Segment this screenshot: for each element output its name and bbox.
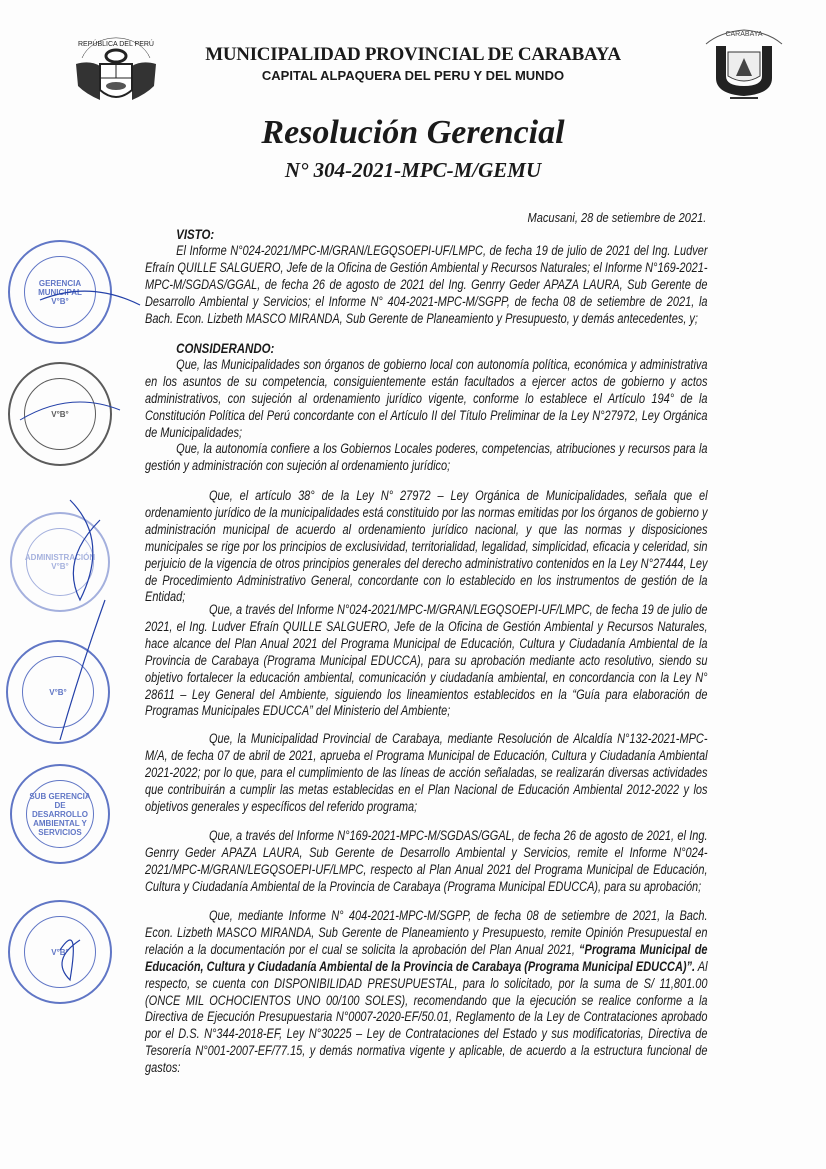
- desarrollo-ambiental-stamp: SUB GERENCIA DE DESARROLLO AMBIENTAL Y SERVICIOS: [10, 764, 110, 864]
- gerencia-municipal-stamp: GERENCIA MUNICIPAL V°B°: [8, 240, 112, 344]
- subgerencia-stamp: V°B°: [6, 640, 110, 744]
- svg-text:REPÚBLICA DEL PERÚ: REPÚBLICA DEL PERÚ: [78, 41, 154, 48]
- document-title: Resolución Gerencial: [261, 114, 565, 151]
- paragraph: Que, mediante Informe N° 404-2021-MPC-M/SGPP, de fecha 08 de setiembre de 2021, la Bach. Econ. Lizbeth MASCO MIRANDA, Sub Gerente de Planeamiento y Presupuesto, remite Opinión Presupuestal en relación a la documentación por el cual se solicita la aprobación del Plan Anual 2021, “Programa Municipal de Educación, Cultura y Ciudadanía Ambiental de la Provincia de Carabaya (Programa Municipal EDUCCA)”. Al respecto, se cuenta con DISPONIBILIDAD PRESUPUESTAL, para lo solicitado, por la suma de S/ 11,801.00 (ONCE MIL OCHOCIENTOS UNO 00/100 SOLES), recomendando que la ejecución se realice conforme a la Directiva de Ejecución Presupuestaria N°0007-2020-EF/50.01, Reglamento de la Ley de Contrataciones aprobado por el D.S. N°344-2018-EF, Ley N°30225 – Ley de Contrataciones del Estado y sus modificatorias, Directiva de Tesorería N°001-2007-EF/77.15, y demás normativa vigente y aplicable, de acuerdo a la estructura funcional de gastos:: [145, 908, 708, 1076]
- visto-text: El Informe N°024-2021/MPC-M/GRAN/LEGQSOEPI-UF/LMPC, de fecha 19 de julio de 2021 del Ing. Ludver Efraín QUILLE SALGUERO, Jefe de la Oficina de Gestión Ambiental y Recursos Naturales; el Informe N°169-2021-MPC-M/SGDAS/GGAL, de fecha 26 de agosto de 2021 del Ing. Genrry Geder APAZA LAURA, Sub Gerente de Desarrollo Ambiental y Servicios; el Informe N° 404-2021-MPC-M/SGPP, de fecha 08 de setiembre de 2021, la Bach. Econ. Lizbeth MASCO MIRANDA, Sub Gerente de Planeamiento y Presupuesto, y demás antecedentes, y;: [145, 242, 708, 326]
- paragraph: Que, a través del Informe N°169-2021-MPC-M/SGDAS/GGAL, de fecha 26 de agosto de 2021, el Ing. Genrry Geder APAZA LAURA, Sub Gerente de Desarrollo Ambiental y Servicios, remite el Informe N°024-2021/MPC-M/GRAN/LEGQSOEPI-UF/LMPC, respecto al Plan Anual 2021 del Programa Municipal de Educación, Cultura y Ciudadanía Ambiental de la Provincia de Carabaya (Programa Municipal EDUCCA), para su aprobación;: [145, 828, 708, 894]
- resolution-number: N° 304-2021-MPC-M/GEMU: [284, 158, 542, 182]
- considerando-heading: CONSIDERANDO:: [176, 340, 275, 356]
- institution-motto: CAPITAL ALPAQUERA DEL PERU Y DEL MUNDO: [261, 68, 565, 83]
- paragraph: Que, las Municipalidades son órganos de gobierno local con autonomía política, económica y administrativa en los asuntos de su competencia, consiguientemente están facultados a ejercer actos de gobierno y actos administrativos, con sujeción al ordenamiento jurídico vigente, conforme lo establece el Artículo 194° de la Constitución Política del Perú concordante con el Artículo II del Título Preliminar de la Ley N°27972, Ley Orgánica de Municipalidades;: [145, 356, 708, 440]
- paragraph: Que, el artículo 38° de la Ley N° 27972 – Ley Orgánica de Municipalidades, señala que el ordenamiento jurídico de la municipalidades está constituido por las normas emitidas por los órganos de gobierno y administración municipal de acuerdo al ordenamiento jurídico nacional, y que las normas y disposiciones municipales se rige por los principios de exclusividad, territorialidad, legalidad, simplicidad, eficacia y celeridad, sin perjuicio de la vigencia de otros principios generales del derecho administrativo contenidos en la Ley N°27444, Ley de Procedimiento Administrativo General, concordante con lo establecido en los instrumentos de gestión de la Entidad;: [145, 488, 708, 605]
- svg-text:CARABAYA: CARABAYA: [725, 31, 763, 38]
- considerando-section: [145, 340, 708, 475]
- program-name-bold: “Programa Municipal de Educación, Cultura y Ciudadanía Ambiental de la Provincia de Carabaya (Programa Municipal EDUCCA)”.: [145, 941, 708, 974]
- asesoria-legal-stamp: V°B°: [8, 362, 112, 466]
- paragraph: Que, a través del Informe N°024-2021/MPC-M/GRAN/LEGQSOEPI-UF/LMPC, de fecha 19 de julio de 2021, el Ing. Ludver Efraín QUILLE SALGUERO, Jefe de la Oficina de Gestión Ambiental y Recursos Naturales, hace alcance del Plan Anual 2021 del Programa Municipal de Educación, Cultura y Ciudadanía Ambiental de la Provincia de Carabaya (Programa Municipal EDUCCA), para su aprobación mediante acto resolutivo, siendo su objetivo fortalecer la educación ambiental, comunicación y ciudadanía ambiental, en concordancia con la Ley N° 28611 – Ley General del Ambiente, siguiendo los lineamientos establecidos en la “Guía para elaboración de Programas Municipales EDUCCA” del Ministerio del Ambiente;: [145, 602, 708, 719]
- visto-section: [145, 226, 708, 327]
- paragraph: Que, la autonomía confiere a los Gobiernos Locales poderes, competencias, atribuciones y recursos para la gestión y administración con sujeción al ordenamiento jurídico;: [145, 441, 708, 474]
- institution-name: MUNICIPALIDAD PROVINCIAL DE CARABAYA: [205, 44, 621, 65]
- paragraph: Que, la Municipalidad Provincial de Carabaya, mediante Resolución de Alcaldía N°132-2021-MPC-M/A, de fecha 07 de abril de 2021, aprueba el Programa Municipal de Educación, Cultura y Ciudadanía Ambiental 2021-2022; por lo que, para el cumplimiento de las líneas de acción señaladas, se realizarán diversas actividades que contribuirán a cumplir las metas establecidas en el Plan Nacional de Educación Ambiental 2012-2022 y los objetivos generales y específicos del referido programa;: [145, 731, 708, 814]
- handwritten-signatures: [0, 220, 160, 1020]
- visto-heading: VISTO:: [176, 226, 215, 242]
- place-date: Macusani, 28 de setiembre de 2021.: [527, 210, 706, 225]
- planeamiento-presupuesto-stamp: V°B°: [8, 900, 112, 1004]
- administracion-stamp: ADMINISTRACIÓN V°B°: [10, 512, 110, 612]
